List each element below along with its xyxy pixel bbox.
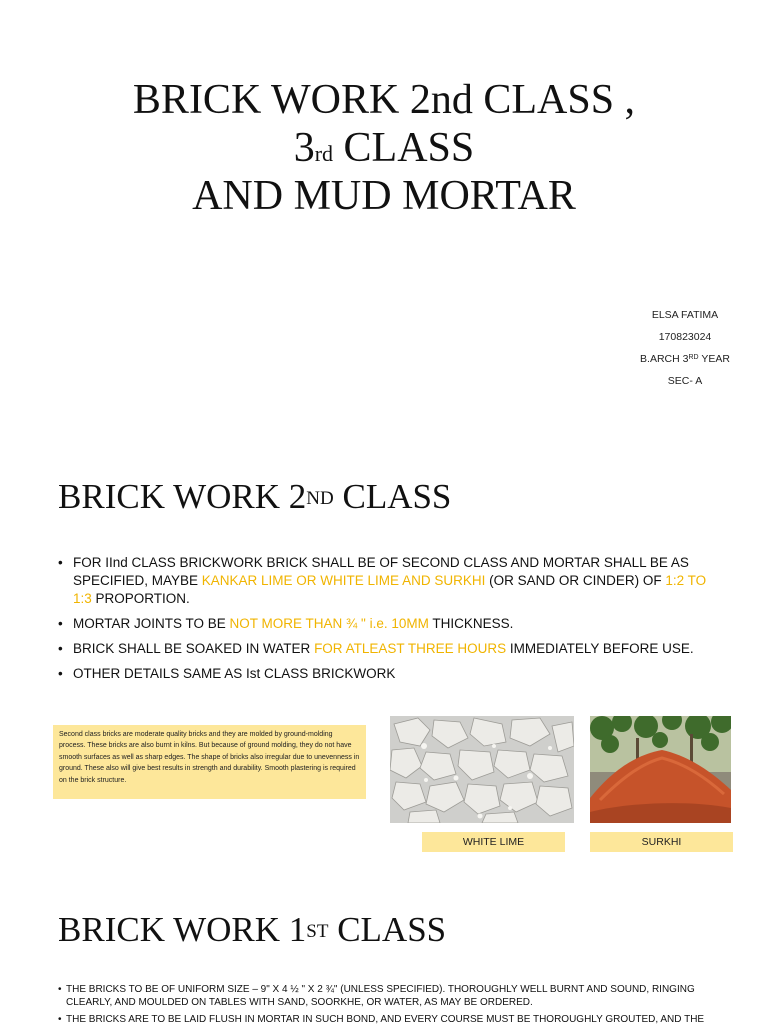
- title-line-2-text: 3: [293, 125, 315, 171]
- surkhi-image: [590, 716, 731, 823]
- bullet-item: [58, 615, 718, 633]
- slide-2-heading-suffix: CLASS: [333, 477, 452, 516]
- bullet-item: [58, 640, 718, 658]
- author-section: SEC- A: [667, 375, 703, 387]
- white-lime-caption: WHITE LIME: [422, 832, 565, 852]
- bullet-item: • THE BRICKS TO BE OF UNIFORM SIZE – 9" X 4 ½ " X 2 ¾" (UNLESS SPECIFIED). THOROUGHLY WELL BURNT AND SOUND, RINGING CLEARLY, AND MOULDED ON TABLES WITH SAND, SOORKHE, OR WATER, AS MAY BE ORDERED.: [58, 983, 738, 1009]
- bullet-text: IMMEDIATELY BEFORE USE.: [506, 641, 694, 656]
- slide-2-heading: [58, 477, 451, 517]
- slide-3-heading-superscript: ST: [306, 921, 329, 942]
- title-line-3: AND MUD MORTAR: [192, 173, 576, 219]
- bullet-text: (OR SAND OR CINDER) OF: [485, 573, 666, 588]
- bullet-item: [58, 554, 718, 608]
- bullet-item: • THE BRICKS ARE TO BE LAID FLUSH IN MORTAR IN SUCH BOND, AND EVERY COURSE MUST BE THOROUGHLY GROUTED, AND THE: [58, 1013, 738, 1026]
- slide-3-bullet-list: [58, 983, 738, 1030]
- author-course-text: B.ARCH 3: [640, 353, 689, 365]
- bullet-highlight: FOR ATLEAST THREE HOURS: [314, 641, 507, 656]
- title-line-2: [0, 124, 768, 172]
- title-superscript: rd: [314, 141, 334, 166]
- author-course: [600, 348, 768, 370]
- bullet-highlight: 1:2 TO 1:3: [73, 573, 707, 606]
- bullet-highlight: NOT MORE THAN ¾ " i.e. 10MM: [229, 616, 429, 631]
- slide-3-heading-suffix: CLASS: [328, 910, 447, 949]
- bullet-text: BRICK SHALL BE SOAKED IN WATER: [73, 641, 315, 656]
- bullet-highlight: KANKAR LIME OR WHITE LIME AND SURKHI: [201, 573, 486, 588]
- author-roll-number: 170823024: [658, 331, 712, 343]
- author-course-superscript: RD: [688, 354, 699, 361]
- description-note: Second class bricks are moderate quality bricks and they are molded by ground-molding process. These bricks are also burnt in kilns. But because of ground molding, they do not have smooth surfaces as well as sharp edges. The shape of bricks also irregular due to unevenness in ground. These also will give best results in strength and durability. Smooth plastering is required on the brick structure.: [53, 725, 366, 799]
- white-lime-image: [390, 716, 574, 823]
- bullet-item: [58, 665, 718, 683]
- author-name: ELSA FATIMA: [651, 309, 719, 321]
- title-line-1: BRICK WORK 2nd CLASS ,: [132, 77, 636, 123]
- author-info: [600, 304, 768, 392]
- title-line-2-suffix: CLASS: [333, 125, 475, 171]
- bullet-text: MORTAR JOINTS TO BE: [73, 616, 230, 631]
- slide-2-heading-superscript: ND: [306, 488, 334, 509]
- slide-2-heading-text: BRICK WORK 2: [58, 477, 307, 516]
- bullet-text: OTHER DETAILS SAME AS Ist CLASS BRICKWORK: [73, 666, 396, 681]
- slide-2-bullet-list: [58, 554, 718, 690]
- slide-3-heading: [58, 910, 446, 950]
- bullet-text: FOR IInd CLASS BRICKWORK BRICK SHALL BE OF SECOND CLASS AND MORTAR SHALL BE AS SPECIFIED, MAYBE: [73, 555, 689, 588]
- slide-3-heading-text: BRICK WORK 1: [58, 910, 307, 949]
- presentation-title: [0, 76, 768, 220]
- bullet-text: THICKNESS.: [428, 616, 514, 631]
- bullet-text: PROPORTION.: [91, 591, 190, 606]
- author-course-suffix: YEAR: [698, 353, 730, 365]
- surkhi-caption: SURKHI: [590, 832, 733, 852]
